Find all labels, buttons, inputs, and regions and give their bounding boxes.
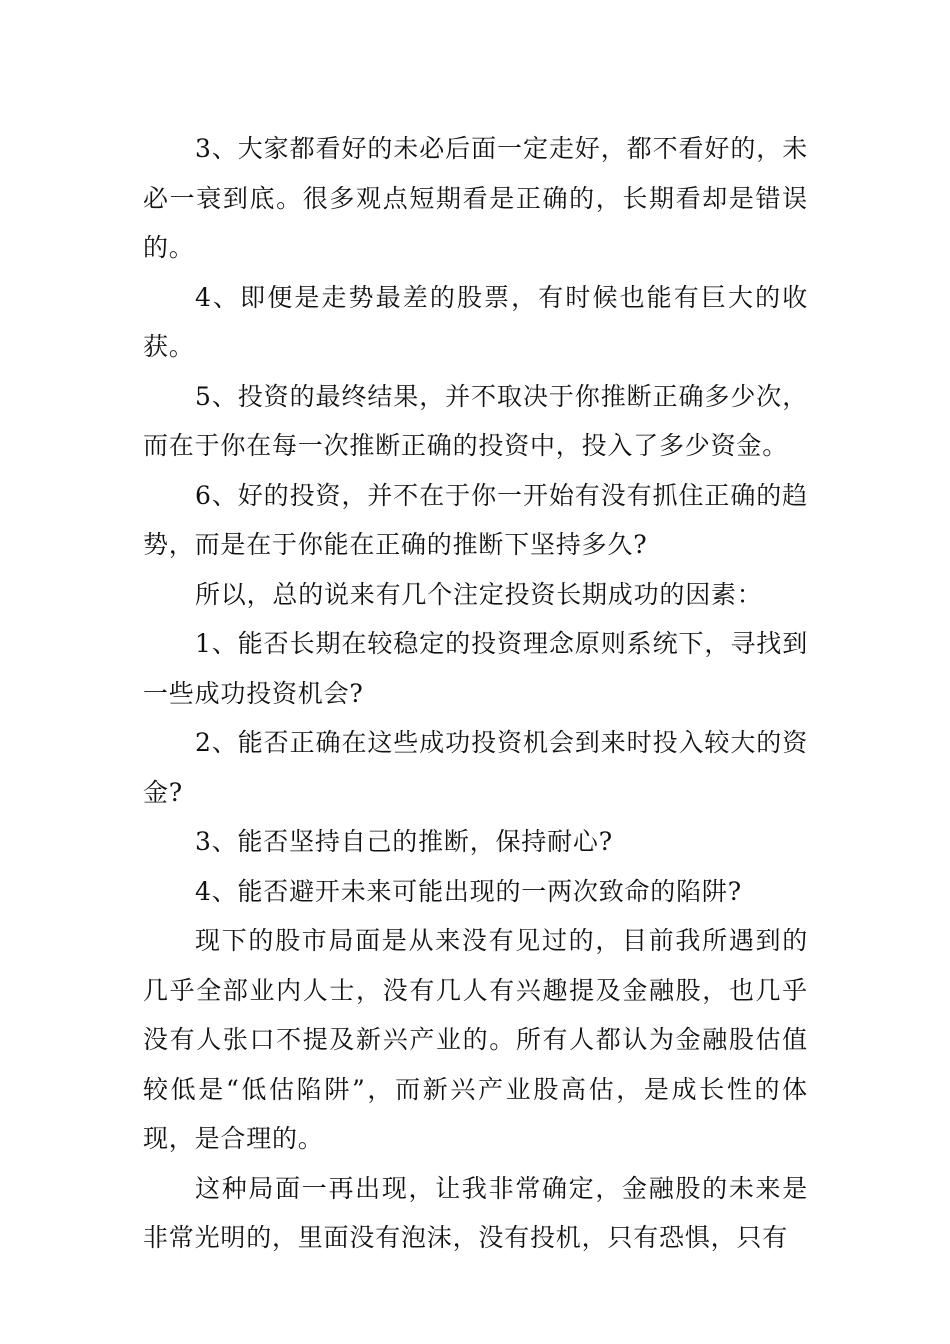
paragraph: 4、能否避开未来可能出现的一两次致命的陷阱? [195, 876, 742, 906]
paragraph: 4、即便是走势最差的股票，有时候也能有巨大的收获。 [143, 282, 808, 361]
paragraph: 5、投资的最终结果，并不取决于你推断正确多少次，而在于你在每一次推断正确的投资中，投入了多少资金。 [143, 381, 808, 460]
document-body [143, 124, 808, 1263]
paragraph: 现下的股市局面是从来没有见过的，目前我所遇到的几乎全部业内人士，没有几人有兴趣提及金融股，也几乎没有人张口不提及新兴产业的。所有人都认为金融股估值较低是“低估陷阱”，而新兴产业股高估，是成长性的体现，是合理的。 [143, 926, 808, 1153]
paragraph: 3、能否坚持自己的推断，保持耐心? [195, 827, 613, 856]
paragraph: 1、能否长期在较稳定的投资理念原则系统下，寻找到一些成功投资机会? [143, 629, 808, 708]
paragraph: 3、大家都看好的未必后面一定走好，都不看好的，未必一衰到底。很多观点短期看是正确的，长期看却是错误的。 [143, 134, 808, 262]
paragraph: 这种局面一再出现，让我非常确定，金融股的未来是非常光明的，里面没有泡沫，没有投机，只有恐惧，只有 [143, 1173, 808, 1252]
paragraph: 2、能否正确在这些成功投资机会到来时投入较大的资金? [143, 728, 808, 807]
paragraph: 所以，总的说来有几个注定投资长期成功的因素： [195, 579, 763, 609]
paragraph: 6、好的投资，并不在于你一开始有没有抓住正确的趋势，而是在于你能在正确的推断下坚持多久? [143, 480, 808, 559]
